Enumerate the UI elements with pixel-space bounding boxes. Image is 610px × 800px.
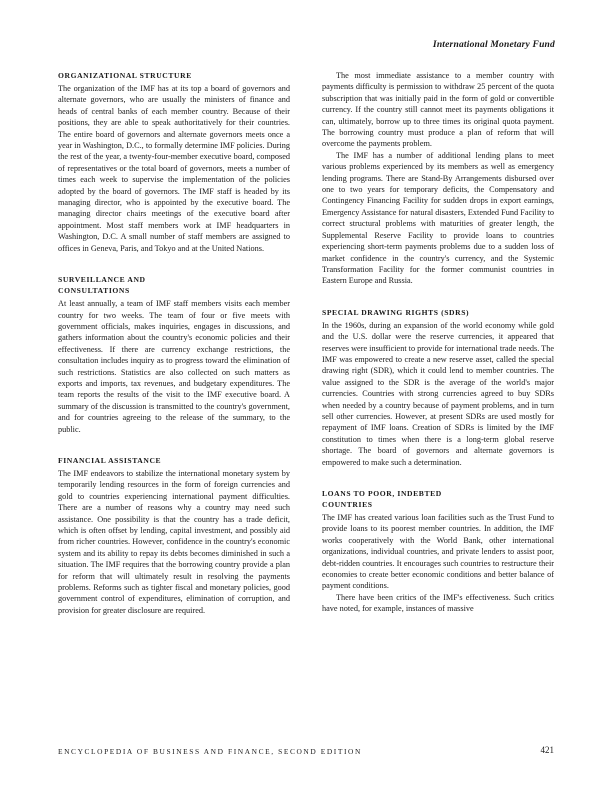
section-heading-special-drawing-rights: SPECIAL DRAWING RIGHTS (SDRS)	[322, 307, 470, 317]
paragraph-organizational-structure: The organization of the IMF has at its top a board of governors and alternate governors, who are usually the ministers of finance and heads of central banks of each member country. Because of their positions, they are able to speak authoritatively for their countries. The entire board of governors and alternate governors meets once a year in Washington, D.C., to formally determine IMF policies. During the rest of the year, a twenty-four-member executive board, composed of representatives or the total board of governors, meets a number of times each week to supervise the implementation of the policies adopted by the board of governors. The IMF staff is headed by its managing director, who is appointed by the executive board. The managing director chairs meetings of the executive board after appointment. Most staff members work at IMF headquarters in Washington, D.C. A small number of staff members are assigned to offices in Geneva, Paris, and Tokyo and at the United Nations.	[58, 84, 290, 253]
footer-book-title: ENCYCLOPEDIA OF BUSINESS AND FINANCE, SECOND EDITION	[58, 747, 362, 756]
section-heading-financial-assistance: FINANCIAL ASSISTANCE	[58, 455, 162, 465]
section-heading-surveillance	[58, 274, 290, 296]
paragraph-loans: The IMF has created various loan facilities such as the Trust Fund to provide loans to its poorest member countries. In addition, the IMF works cooperatively with the World Bank, other international organizations, individual countries, and private lenders to assist poor, debt-ridden countries. It encourages such countries to restructure their economies to create better economic conditions and better balance of payment conditions.	[322, 513, 554, 591]
heading-line: CONSULTATIONS	[58, 286, 130, 296]
right-column	[322, 70, 554, 615]
paragraph-lending-plans: The IMF has a number of additional lending plans to meet various problems experienced by its members as well as emergency lending programs. There are Stand-By Arrangements disbursed over one to two years for temporary deficits, the Compensatory and Contingency Financing Facility for sudden drops in export earnings, Emergency Assistance for natural disasters, Extended Fund Facility to correct structural problems with maturities of greater length, the Supplemental Reserve Facility to provide loans to countries experiencing short-term payments problems due to a sudden loss of market confidence in the country's currency, and the Systemic Transformation Facility for the former communist countries in Eastern Europe and Russia.	[322, 150, 554, 286]
paragraph-immediate-assistance: The most immediate assistance to a member country with payments difficulty is permission to withdraw 25 percent of the quota subscription that was initially paid in the form of gold or convertible currency. If the country still cannot meet its payments obligations it can, ultimately, borrow up to three times its original quota payment. The borrowing country must produce a plan of reform that will overcome the payments problem.	[322, 71, 554, 149]
paragraph-surveillance: At least annually, a team of IMF staff members visits each member country for two weeks. The team of four or five meets with government officials, makes inquiries, engages in discussions, and gathers information about the country's economic policies and their effectiveness. If there are currency exchange restrictions, the consultation includes inquiry as to progress toward the elimination of such restrictions. Statistics are also collected on such matters as exports and imports, tax revenues, and budgetary expenditures. The team reports the results of the visit to the IMF executive board. A summary of the discussion is transmitted to the country's government, and for countries agreeing to the release of the summary, to the public.	[58, 299, 290, 434]
section-heading-organizational-structure: ORGANIZATIONAL STRUCTURE	[58, 71, 192, 80]
running-head: International Monetary Fund	[432, 40, 555, 50]
section-heading-loans	[322, 488, 554, 510]
left-column	[58, 70, 290, 616]
paragraph-financial-assistance: The IMF endeavors to stabilize the international monetary system by temporarily lending resources in the form of foreign currencies and gold to countries experiencing international payment difficulties. There are a number of reasons why a country may need such assistance. One possibility is that the country has a trade deficit, which is often offset by lending, capital investment, and possibly aid from richer countries. However, confidence in the country's economic system and its ability to repay its debts becomes diminished in such a situation. The IMF requires that the borrowing country provide a plan for reform that will ultimately result in resolving the payments problems. Reforms such as tighter fiscal and monetary policies, good government control of expenditures, elimination of corruption, and provision for greater disclosure are required.	[58, 468, 290, 615]
heading-line: COUNTRIES	[322, 500, 373, 509]
heading-line: LOANS TO POOR, INDEBTED	[322, 489, 442, 498]
paragraph-special-drawing-rights: In the 1960s, during an expansion of the world economy while gold and the U.S. dollar were the reserve currencies, it appeared that reserves were insufficient to provide for international trade needs. The IMF was empowered to create a new reserve asset, called the special drawing right (SDR), which it could lend to member countries. The value assigned to the SDR is the average of the world's major currencies. Countries with strong currencies agreed to buy SDRs when needed by a country because of payment problems, and in turn sell other currencies. However, at present SDRs are used mostly for repayment of IMF loans. Creation of SDRs is limited by the IMF constitution to times when there is a long-term global reserve shortage. The board of governors and alternate governors is empowered to make such a determination.	[322, 320, 554, 467]
paragraph-critics: There have been critics of the IMF's effectiveness. Such critics have noted, for example, instances of massive	[322, 592, 554, 614]
heading-line: SURVEILLANCE AND	[58, 275, 146, 285]
page-number: 421	[540, 745, 554, 755]
